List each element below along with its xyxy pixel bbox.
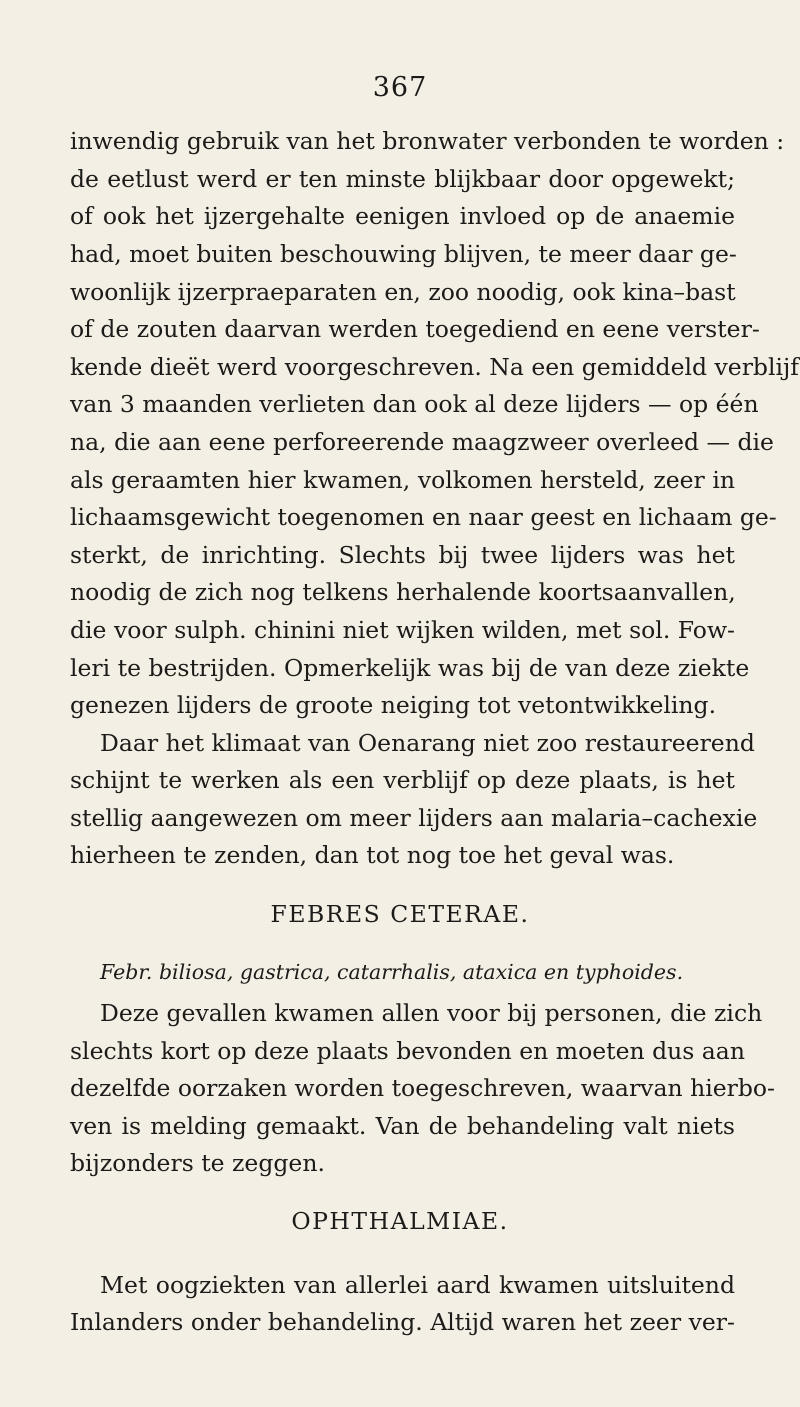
text-line: als geraamten hier kwamen, volkomen hersteld, zeer in [70, 466, 735, 494]
text-line: na, die aan eene perforeerende maagzweer overleed — die [70, 428, 774, 456]
text-line: van 3 maanden verlieten dan ook al deze lijders — op één [70, 390, 759, 418]
text-line: woonlijk ijzerpraeparaten en, zoo noodig, ook kina–bast [70, 278, 736, 306]
section-subtitle: Febr. biliosa, gastrica, catarrhalis, ataxica en typhoides. [100, 960, 684, 984]
text-line: genezen lijders de groote neiging tot vetontwikkeling. [70, 691, 717, 719]
text-line: sterkt, de inrichting. Slechts bij twee lijders was het [70, 541, 735, 569]
section-heading-ophthalmiae: OPHTHALMIAE. [291, 1207, 509, 1235]
text-line: de eetlust werd er ten minste blijkbaar door opgewekt; [70, 165, 735, 193]
text-line: Inlanders onder behandeling. Altijd waren het zeer ver- [70, 1308, 735, 1336]
text-line: noodig de zich nog telkens herhalende koortsaanvallen, [70, 578, 736, 606]
text-line: of de zouten daarvan werden toegediend en eene verster- [70, 315, 760, 343]
text-line: slechts kort op deze plaats bevonden en moeten dus aan [70, 1037, 745, 1065]
text-line: inwendig gebruik van het bronwater verbonden te worden : [70, 127, 785, 155]
text-line: Met oogziekten van allerlei aard kwamen uitsluitend [100, 1271, 735, 1299]
section-heading-febres: FEBRES CETERAE. [270, 900, 530, 928]
text-line: schijnt te werken als een verblijf op deze plaats, is het [70, 766, 735, 794]
text-line: had, moet buiten beschouwing blijven, te meer daar ge- [70, 240, 737, 268]
text-line: kende dieët werd voorgeschreven. Na een gemiddeld verblijf [70, 353, 799, 381]
text-line: dezelfde oorzaken worden toegeschreven, waarvan hierbo- [70, 1074, 775, 1102]
text-line: bijzonders te zeggen. [70, 1149, 325, 1177]
text-line: stellig aangewezen om meer lijders aan malaria–cachexie [70, 804, 758, 832]
text-line: Deze gevallen kwamen allen voor bij personen, die zich [100, 999, 763, 1027]
page-number: 367 [372, 72, 428, 103]
text-line: ven is melding gemaakt. Van de behandeling valt niets [70, 1112, 735, 1140]
text-line: lichaamsgewicht toegenomen en naar geest en lichaam ge- [70, 503, 777, 531]
text-line: die voor sulph. chinini niet wijken wilden, met sol. Fow- [70, 616, 735, 644]
text-line: leri te bestrijden. Opmerkelijk was bij de van deze ziekte [70, 654, 750, 682]
text-line: of ook het ijzergehalte eenigen invloed op de anaemie [70, 202, 735, 230]
text-line: hierheen te zenden, dan tot nog toe het geval was. [70, 841, 675, 869]
text-line: Daar het klimaat van Oenarang niet zoo restaureerend [100, 729, 755, 757]
